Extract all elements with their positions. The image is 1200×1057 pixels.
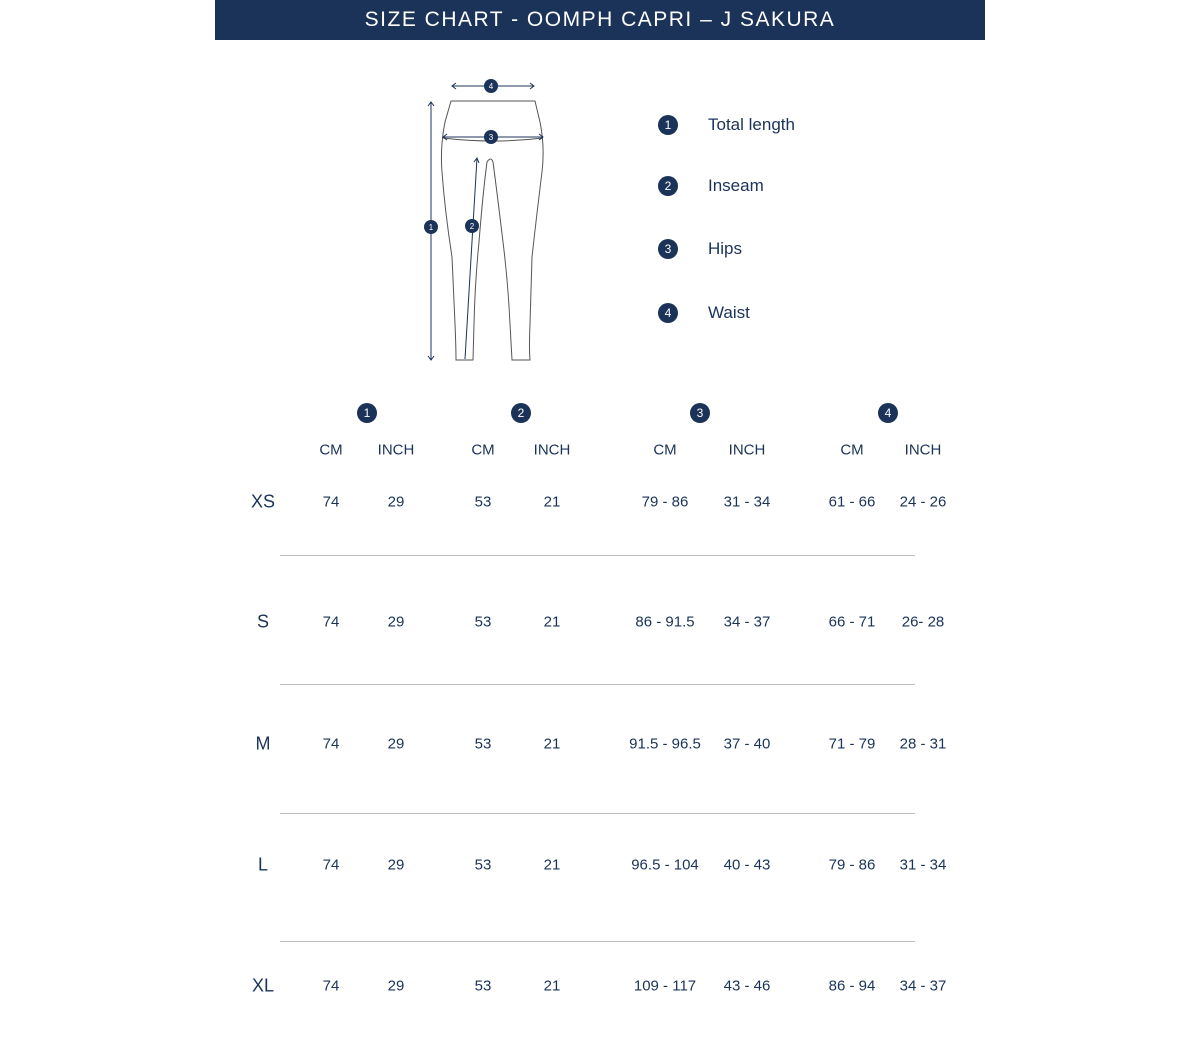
measurement-value: 74 — [322, 613, 340, 631]
number-badge: 2 — [658, 176, 678, 196]
number-badge: 1 — [658, 115, 678, 135]
measurement-value: 31 - 34 — [899, 856, 947, 874]
measurement-value: 79 - 86 — [641, 493, 689, 511]
column-group-badge: 1 — [357, 403, 377, 423]
legend-item-waist — [658, 303, 750, 323]
row-divider — [280, 941, 915, 942]
measurement-value: 29 — [387, 977, 405, 995]
measurement-value: 86 - 91.5 — [635, 613, 695, 631]
measurement-value: 74 — [322, 977, 340, 995]
unit-header: CM — [840, 441, 864, 459]
measurement-value: 91.5 - 96.5 — [629, 735, 701, 753]
measurement-value: 21 — [543, 856, 561, 874]
size-chart-title: SIZE CHART - OOMPH CAPRI – J SAKURA — [215, 0, 985, 40]
measurement-value: 21 — [543, 735, 561, 753]
row-divider — [280, 813, 915, 814]
measurement-value: 86 - 94 — [828, 977, 876, 995]
measurement-value: 29 — [387, 856, 405, 874]
measurement-value: 53 — [474, 856, 492, 874]
legend-item-total-length — [658, 115, 795, 135]
row-divider — [280, 555, 915, 556]
measurement-value: 71 - 79 — [828, 735, 876, 753]
unit-header: INCH — [377, 441, 415, 459]
legend-label: Hips — [708, 239, 743, 258]
diagram-marker-inseam — [465, 219, 479, 233]
unit-header: INCH — [533, 441, 571, 459]
diagram-marker-waist — [484, 79, 498, 93]
measurement-value: 74 — [322, 493, 340, 511]
unit-header: CM — [471, 441, 495, 459]
measurement-value: 79 - 86 — [828, 856, 876, 874]
measurement-value: 66 - 71 — [828, 613, 876, 631]
size-label: M — [255, 733, 271, 754]
measurement-value: 53 — [474, 735, 492, 753]
legend-label: Inseam — [708, 176, 764, 195]
measurement-value: 21 — [543, 613, 561, 631]
measurement-value: 29 — [387, 493, 405, 511]
number-badge: 4 — [658, 303, 678, 323]
measurement-value: 29 — [387, 613, 405, 631]
measurement-value: 21 — [543, 493, 561, 511]
svg-text:4: 4 — [488, 82, 494, 91]
legend-item-inseam — [658, 176, 764, 196]
unit-header: CM — [653, 441, 677, 459]
measurement-value: 53 — [474, 613, 492, 631]
measurement-value: 26- 28 — [901, 613, 945, 631]
measurement-value: 24 - 26 — [899, 493, 947, 511]
unit-header: INCH — [904, 441, 942, 459]
measurement-value: 40 - 43 — [723, 856, 771, 874]
svg-text:1: 1 — [428, 223, 434, 232]
measurement-value: 96.5 - 104 — [631, 856, 699, 874]
size-label: L — [257, 854, 269, 875]
legend-label: Waist — [708, 303, 750, 322]
size-label: XS — [250, 491, 276, 512]
measurement-value: 53 — [474, 977, 492, 995]
measurement-value: 34 - 37 — [723, 613, 771, 631]
measurement-value: 109 - 117 — [633, 977, 697, 995]
measurement-value: 34 - 37 — [899, 977, 947, 995]
measurement-value: 31 - 34 — [723, 493, 771, 511]
unit-header: INCH — [728, 441, 766, 459]
svg-text:3: 3 — [488, 133, 494, 142]
column-group-badge: 2 — [511, 403, 531, 423]
diagram-marker-total-length — [424, 220, 438, 234]
diagram-marker-hips — [484, 130, 498, 144]
measurement-value: 37 - 40 — [723, 735, 771, 753]
size-label: S — [256, 611, 270, 632]
measurement-value: 28 - 31 — [899, 735, 947, 753]
size-label: XL — [251, 975, 275, 996]
svg-text:2: 2 — [469, 222, 475, 231]
measurement-value: 29 — [387, 735, 405, 753]
legend-label: Total length — [708, 115, 795, 134]
legend-item-hips — [658, 239, 742, 259]
measurement-value: 74 — [322, 856, 340, 874]
measurement-value: 43 - 46 — [723, 977, 771, 995]
measurement-value: 21 — [543, 977, 561, 995]
number-badge: 3 — [658, 239, 678, 259]
column-group-badge: 4 — [878, 403, 898, 423]
capri-diagram — [415, 72, 565, 367]
unit-header: CM — [319, 441, 343, 459]
row-divider — [280, 684, 915, 685]
measurement-value: 61 - 66 — [828, 493, 876, 511]
column-group-badge: 3 — [690, 403, 710, 423]
measurement-value: 53 — [474, 493, 492, 511]
measurement-value: 74 — [322, 735, 340, 753]
